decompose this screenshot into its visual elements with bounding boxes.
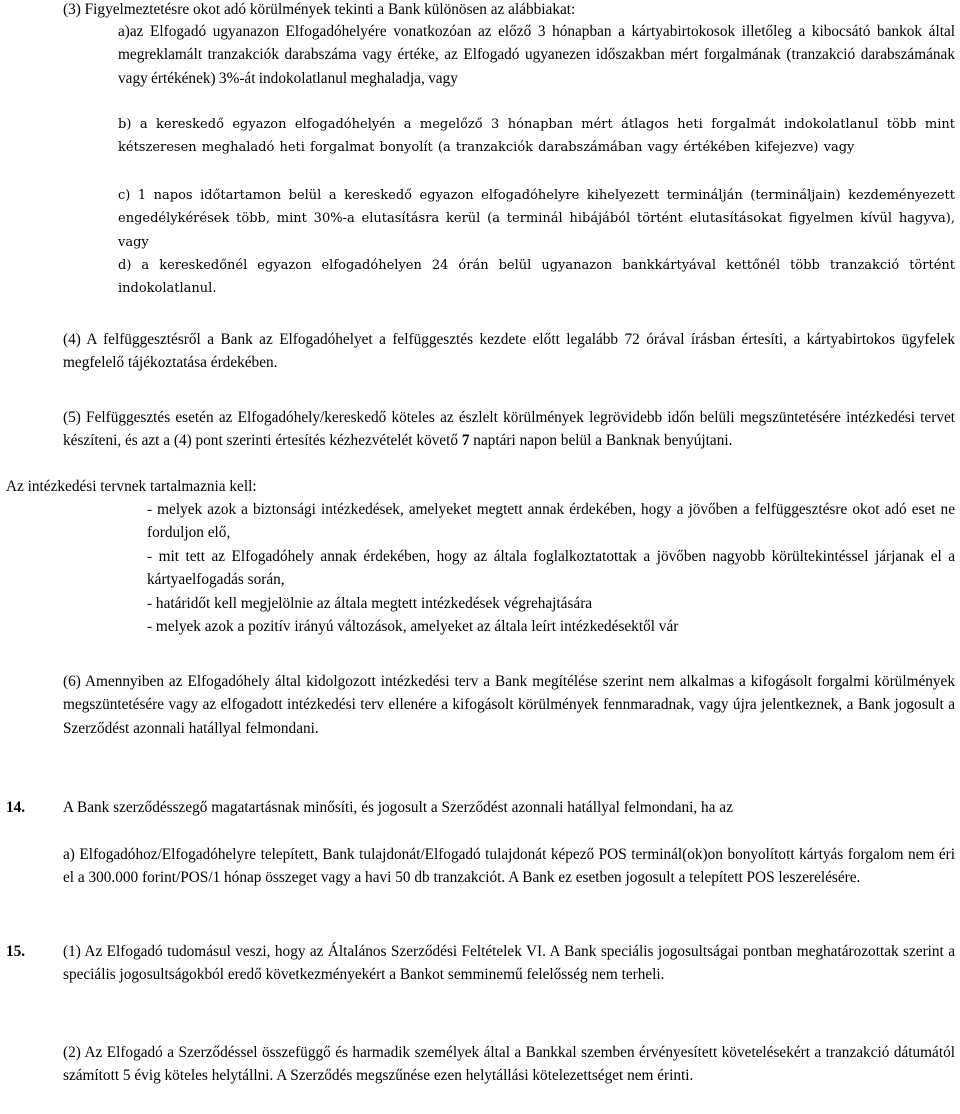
section3-item-a: a)az Elfogadó ugyanazon Elfogadóhelyére vonatkozóan az előző 3 hónapban a kártyabirtokosok illetőleg a kibocsátó bankok által megreklamált tranzakciók darabszáma vagy értéke, az Elfogadó ugyanezen időszakban mért forgalmának (tranzakció darabszámának vagy értékének) 3%-át indokolatlanul meghaladja, vagy: [118, 23, 955, 87]
point15-paragraph-2: (2) Az Elfogadó a Szerződéssel összefüggő és harmadik személyek által a Bankkal szemben érvényesített követelésekért a tranzakció dátumától számított 5 évig köteles helytállni. A Szerződés megszűnése ezen helytállási kötelezettséget nem érinti.: [63, 1044, 955, 1085]
plan-item: - határidőt kell megjelölnie az általa megtett intézkedések végrehajtására: [147, 595, 593, 612]
section5-text-before: (5) Felfüggesztés esetén az Elfogadóhely/kereskedő köteles az észlelt körülmények legrövidebb időn belüli megszüntetésére intézkedési tervet készíteni, és azt a (4) pont szerinti értesítés kézhezvételét követő: [63, 409, 955, 450]
section3-intro: (3) Figyelmeztetésre okot adó körülmények tekinti a Bank különösen az alábbiakat:: [63, 1, 576, 18]
point14-item-a: a) Elfogadóhoz/Elfogadóhelyre telepített, Bank tulajdonát/Elfogadó tulajdonát képező POS terminál(ok)on bonyolított kártyás forgalom nem éri el a 300.000 forint/POS/1 hónap összeget vagy a havi 50 db tranzakciót. A Bank ez esetben jogosult a telepített POS leszerelésére.: [63, 846, 955, 887]
section5-days: 7: [461, 432, 470, 450]
section5-paragraph: [63, 406, 955, 453]
plan-item: - melyek azok a biztonsági intézkedések, amelyeket megtett annak érdekében, hogy a jövőben a felfüggesztésre okot adó eset ne forduljon elő,: [147, 501, 955, 542]
point15-paragraph-1: (1) Az Elfogadó tudomásul veszi, hogy az Általános Szerződési Feltételek VI. A Bank speciális jogosultságai pontban meghatározottak szerint a speciális jogosultságokból eredő következményekért a Bankot semminemű felelősség nem terheli.: [63, 943, 955, 984]
section5-text-after: naptári napon belül a Banknak benyújtani.: [469, 432, 733, 450]
section3-item-c: c) 1 napos időtartamon belül a kereskedő egyazon elfogadóhelyre kihelyezett terminálján (termináljain) kezdeményezett engedélykérések több, mint 30%-a elutasításra kerül (a terminál hibájából történt elutasításokat figyelmen kívül hagyva), vagy: [118, 188, 955, 250]
plan-heading: Az intézkedési tervnek tartalmaznia kell:: [6, 478, 257, 495]
point15-number: 15.: [6, 943, 26, 960]
plan-item: - melyek azok a pozitív irányú változások, amelyeket az általa leírt intézkedésektől vár: [147, 618, 679, 635]
section3-item-d: d) a kereskedőnél egyazon elfogadóhelyen 24 órán belül ugyanazon bankkártyával kettőnél több tranzakció történt indokolatlanul.: [118, 258, 955, 297]
point14-number: 14.: [6, 799, 26, 816]
section3-item-b: b) a kereskedő egyazon elfogadóhelyén a megelőző 3 hónapban mért átlagos heti forgalmát indokolatlanul több mint kétszeresen meghaladó heti forgalmat bonyolít (a tranzakciók darabszámában vagy értékében kifejezve) vagy: [118, 117, 955, 156]
plan-item: - mit tett az Elfogadóhely annak érdekében, hogy az általa foglalkoztatottak a jövőben nagyobb körültekintéssel járjanak el a kártyaelfogadás során,: [147, 548, 955, 589]
point14-intro: A Bank szerződésszegő magatartásnak minősíti, és jogosult a Szerződést azonnali hatállyal felmondani, ha az: [63, 799, 733, 816]
section4-paragraph: (4) A felfüggesztésről a Bank az Elfogadóhelyet a felfüggesztés kezdete előtt legalább 72 órával írásban értesíti, a kártyabirtokos ügyfelek megfelelő tájékoztatása érdekében.: [63, 331, 955, 372]
section6-paragraph: (6) Amennyiben az Elfogadóhely által kidolgozott intézkedési terv a Bank megítélése szerint nem alkalmas a kifogásolt forgalmi körülmények megszüntetésére vagy az elfogadott intézkedési terv ellenére a kifogásolt körülmények fennmaradnak, vagy újra jelentkeznek, a Bank jogosult a Szerződést azonnali hatállyal felmondani.: [63, 673, 955, 737]
